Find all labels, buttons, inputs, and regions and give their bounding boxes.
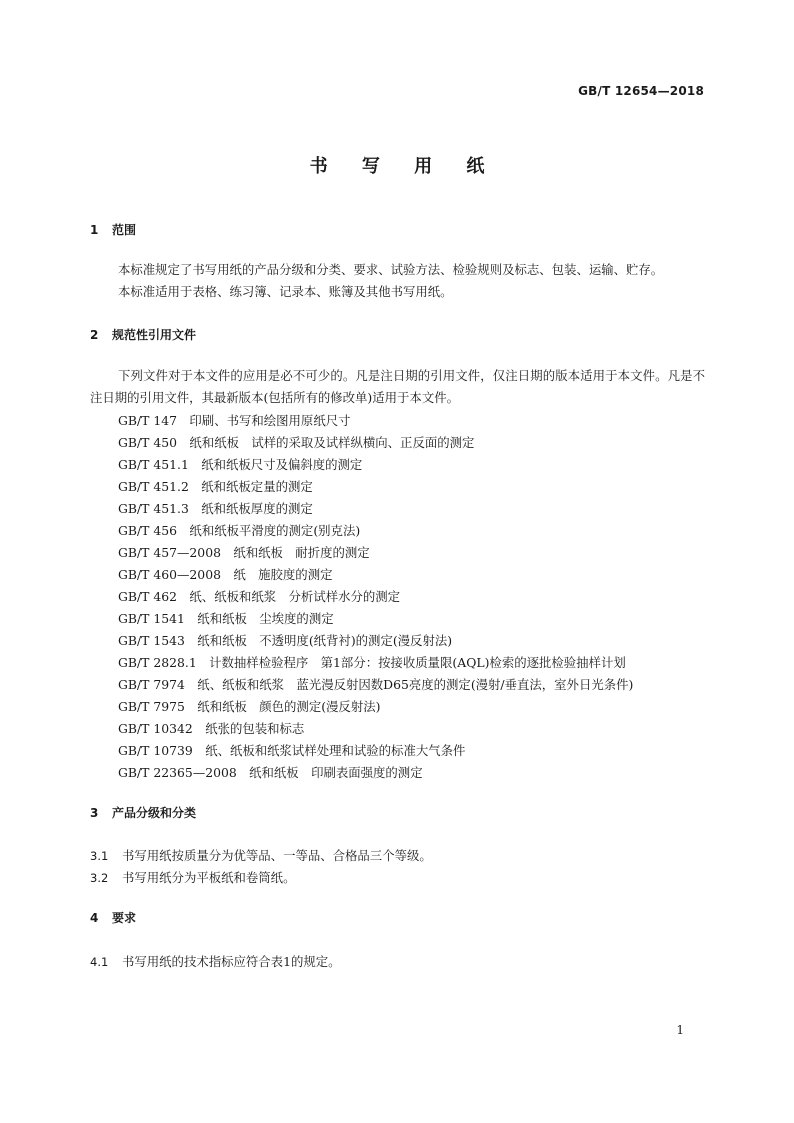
reference-item: GB/T 451.1 纸和纸板尺寸及偏斜度的测定	[118, 457, 363, 472]
reference-item: GB/T 462 纸、纸板和纸浆 分析试样水分的测定	[118, 589, 401, 604]
reference-item: GB/T 456 纸和纸板平滑度的测定(别克法)	[118, 523, 361, 538]
reference-item: GB/T 10342 纸张的包装和标志	[118, 721, 305, 736]
reference-item: GB/T 1543 纸和纸板 不透明度(纸背衬)的测定(漫反射法)	[118, 633, 453, 648]
clause-text: 书写用纸按质量分为优等品、一等品、合格品三个等级。	[122, 848, 432, 863]
clause-text: 书写用纸分为平板纸和卷筒纸。	[122, 870, 296, 885]
reference-item: GB/T 457—2008 纸和纸板 耐折度的测定	[118, 545, 370, 560]
reference-item: GB/T 2828.1 计数抽样检验程序 第1部分：按接收质量限(AQL)检索的逐批检验抽样计划	[118, 655, 626, 670]
section-2-heading	[90, 326, 196, 343]
clause-item	[90, 868, 295, 886]
section-title: 规范性引用文件	[112, 328, 197, 342]
reference-item: GB/T 460—2008 纸 施胶度的测定	[118, 567, 333, 582]
scope-paragraph: 本标准规定了书写用纸的产品分级和分类、要求、试验方法、检验规则及标志、包装、运输、贮存。	[118, 262, 664, 277]
section-number: 2	[90, 328, 99, 342]
reference-item: GB/T 10739 纸、纸板和纸浆试样处理和试验的标准大气条件	[118, 743, 466, 758]
section-title: 范围	[112, 223, 137, 237]
reference-item: GB/T 1541 纸和纸板 尘埃度的测定	[118, 611, 334, 626]
normative-intro-paragraph: 下列文件对于本文件的应用是必不可少的。凡是注日期的引用文件，仅注日期的版本适用于本文件。凡是不注日期的引用文件，其最新版本(包括所有的修改单)适用于本文件。	[90, 368, 705, 405]
section-3-heading	[90, 804, 196, 821]
reference-item: GB/T 7974 纸、纸板和纸浆 蓝光漫反射因数D65亮度的测定(漫射/垂直法，室外日光条件)	[118, 677, 634, 692]
reference-item: GB/T 22365—2008 纸和纸板 印刷表面强度的测定	[118, 765, 423, 780]
document-title: 书 写 用 纸	[309, 156, 499, 177]
reference-item: GB/T 450 纸和纸板 试样的采取及试样纵横向、正反面的测定	[118, 435, 475, 450]
clause-number: 3.1	[90, 849, 109, 863]
reference-item: GB/T 451.3 纸和纸板厚度的测定	[118, 501, 313, 516]
clause-number: 4.1	[90, 955, 109, 969]
section-number: 1	[90, 223, 99, 237]
clause-item	[90, 846, 432, 864]
page-number: 1	[676, 1023, 684, 1037]
section-number: 3	[90, 806, 99, 820]
reference-item: GB/T 7975 纸和纸板 颜色的测定(漫反射法)	[118, 699, 381, 714]
reference-item: GB/T 451.2 纸和纸板定量的测定	[118, 479, 313, 494]
clause-text: 书写用纸的技术指标应符合表1的规定。	[122, 954, 341, 969]
standard-number: GB/T 12654—2018	[578, 84, 704, 98]
scope-paragraph: 本标准适用于表格、练习簿、记录本、账簿及其他书写用纸。	[118, 284, 453, 299]
section-1-heading	[90, 221, 136, 238]
section-title: 产品分级和分类	[112, 806, 197, 820]
section-number: 4	[90, 911, 99, 925]
clause-item	[90, 952, 341, 970]
reference-item: GB/T 147 印刷、书写和绘图用原纸尺寸	[118, 413, 351, 428]
clause-number: 3.2	[90, 871, 109, 885]
section-title: 要求	[112, 911, 137, 925]
section-4-heading	[90, 909, 136, 926]
